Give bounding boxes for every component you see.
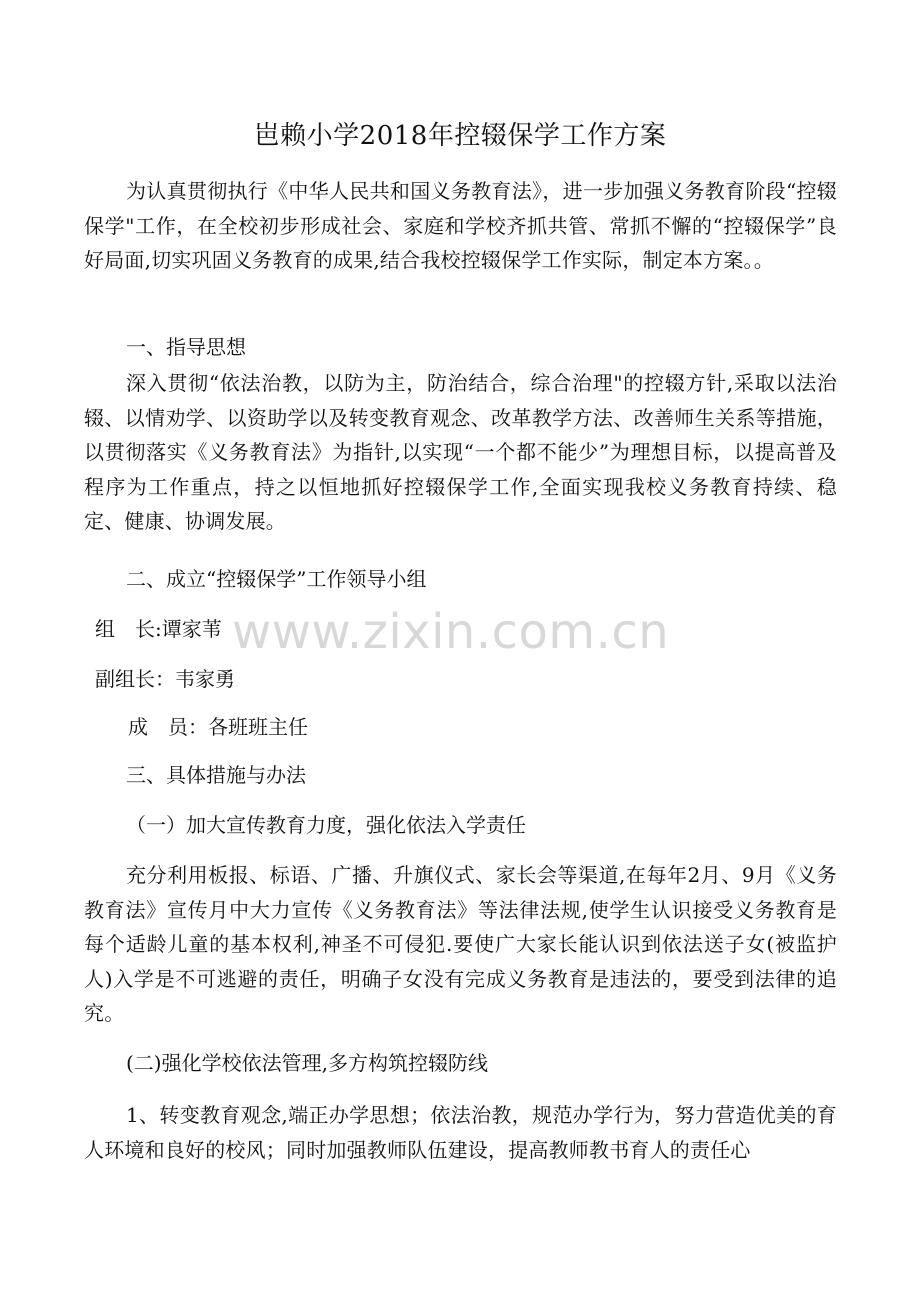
item1-paragraph: 1、转变教育观念,端正办学思想；依法治教，规范办学行为，努力营造优美的育人环境和良好的校风；同时加强教师队伍建设，提高教师教书育人的责任心 — [84, 1103, 837, 1162]
section3-heading: 三、具体措施与办法 — [126, 763, 306, 787]
leader-line: 组 长:谭家苇 — [95, 617, 222, 641]
deputy-leader-line: 副组长：韦家勇 — [95, 667, 235, 691]
subsection1-heading: （一）加大宣传教育力度，强化依法入学责任 — [126, 813, 526, 837]
subsection2-heading: (二)强化学校依法管理,多方构筑控辍防线 — [126, 1051, 488, 1075]
section2-heading: 二、成立“控辍保学”工作领导小组 — [126, 567, 427, 591]
section1-body: 深入贯彻“依法治教，以防为主，防治结合，综合治理"的控辍方针,采取以法治辍、以情劝学、以资助学以及转变教育观念、改革教学方法、改善师生关系等措施，以贯彻落实《义务教育法》为指针,以实现“一个都不能少”为理想目标，以提高普及程序为工作重点，持之以恒地抓好控辍保学工作,全面实现我校义务教育持续、稳定、健康、协调发展。 — [84, 371, 837, 534]
watermark: www.zixin.com.cn — [232, 604, 670, 660]
section1-heading: 一、指导思想 — [126, 335, 246, 359]
subsection1-body: 充分利用板报、标语、广播、升旗仪式、家长会等渠道,在每年2月、9月《义务教育法》宣传月中大力宣传《义务教育法》等法律法规,使学生认识接受义务教育是每个适龄儿童的基本权利,神圣不可侵犯.要使广大家长能认识到依法送子女(被监护人)入学是不可逃避的责任，明确子女没有完成义务教育是违法的，要受到法律的追究。 — [84, 863, 837, 1026]
document-title: 岜赖小学2018年控辍保学工作方案 — [253, 121, 667, 151]
members-line: 成 员：各班班主任 — [128, 715, 308, 739]
intro-paragraph: 为认真贯彻执行《中华人民共和国义务教育法》，进一步加强义务教育阶段“控辍保学"工作，在全校初步形成社会、家庭和学校齐抓共管、常抓不懈的“控辍保学”良好局面,切实巩固义务教育的成果,结合我校控辍保学工作实际，制定本方案。。 — [84, 179, 837, 273]
